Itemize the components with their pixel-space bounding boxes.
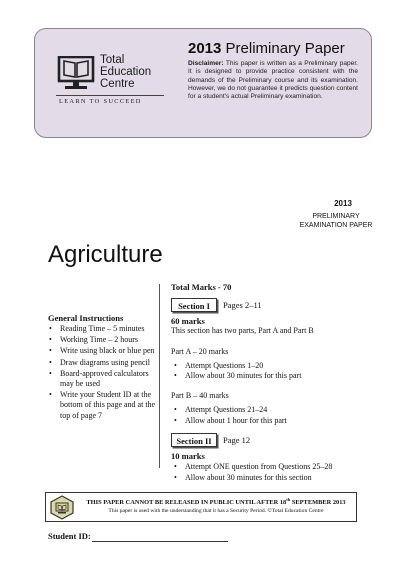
disclaimer	[188, 60, 358, 101]
release-notice-pre: THIS PAPER CANNOT BE RELEASED IN PUBLIC UNTIL AFTER 18	[86, 499, 287, 507]
instruction-item: • Write using black or blue pen	[48, 346, 158, 356]
disclaimer-label: Disclaimer:	[188, 60, 224, 67]
general-instructions-title: General Instructions	[48, 313, 124, 323]
logo-tagline: LEARN TO SUCCEED	[59, 98, 142, 105]
paper-title	[188, 40, 345, 57]
instruction-item: • Reading Time – 5 minutes	[48, 324, 158, 334]
logo-line-1: Total	[100, 54, 125, 66]
paper-title-text: Preliminary Paper	[225, 40, 345, 57]
section-1-pages: Pages 2–11	[223, 300, 262, 310]
part-a-bullet: • Attempt Questions 1–20	[173, 361, 263, 370]
exam-type-line-1: PRELIMINARY	[312, 213, 360, 220]
section-1-note: This section has two parts, Part A and Part B	[171, 326, 314, 335]
exam-type	[286, 212, 386, 230]
section-2-marks: 10 marks	[171, 451, 205, 461]
disclaimer-text: This paper is written as a Preliminary paper. It is designed to provide practice consistent with the demands of the Preliminary course and its examination. However, we do not guarantee it predicts question content for a student's actual Preliminary examination.	[188, 60, 359, 101]
section-1-marks: 60 marks	[171, 316, 205, 326]
section-1-label: Section I	[171, 298, 217, 312]
instruction-item: • Draw diagrams using pencil	[48, 358, 158, 368]
student-id-field[interactable]	[92, 541, 228, 542]
security-notice: This paper is used with the understanding that it has a Security Period. ©Total Education Centre	[108, 508, 324, 514]
part-b-bullet: • Allow about 1 hour for this part	[173, 416, 287, 425]
exam-type-line-2: EXAMINATION PAPER	[299, 222, 373, 229]
column-divider	[159, 284, 160, 468]
release-notice-sup: th	[286, 497, 291, 502]
section-2-label: Section II	[171, 433, 217, 447]
paper-year: 2013	[188, 40, 222, 57]
part-b-bullet: • Attempt Questions 21–24	[173, 405, 267, 414]
student-id-label: Student ID:	[48, 531, 91, 541]
release-notice-box	[45, 492, 357, 522]
logo-text	[100, 54, 151, 90]
total-marks: Total Marks - 70	[171, 282, 232, 292]
seal-logo-icon	[49, 495, 75, 520]
logo-divider	[56, 95, 164, 96]
instruction-item: • Board-approved calculators may be used	[48, 369, 158, 389]
section-2-bullet: • Attempt ONE question from Questions 25–28	[173, 462, 332, 471]
part-b-title: Part B – 40 marks	[171, 391, 229, 400]
instruction-item: • Write your Student ID at the bottom of this page and at the top of page 7	[48, 390, 158, 421]
release-notice-post: SEPTEMBER 2013	[290, 499, 346, 507]
exam-year: 2013	[334, 199, 352, 208]
subject-title: Agriculture	[48, 241, 163, 268]
release-notice	[76, 497, 356, 506]
instruction-item: • Working Time – 2 hours	[48, 335, 158, 345]
logo-line-2: Education	[100, 66, 152, 78]
part-a-title: Part A – 20 marks	[171, 347, 229, 356]
section-2-bullet: • Allow about 30 minutes for this section	[173, 473, 312, 482]
general-instructions-list	[48, 324, 158, 422]
section-2-pages: Page 12	[223, 435, 251, 445]
monitor-book-logo-icon	[56, 56, 96, 92]
part-a-bullet: • Allow about 30 minutes for this part	[173, 371, 301, 380]
logo-line-3: Centre	[100, 78, 135, 90]
logo	[56, 54, 166, 108]
